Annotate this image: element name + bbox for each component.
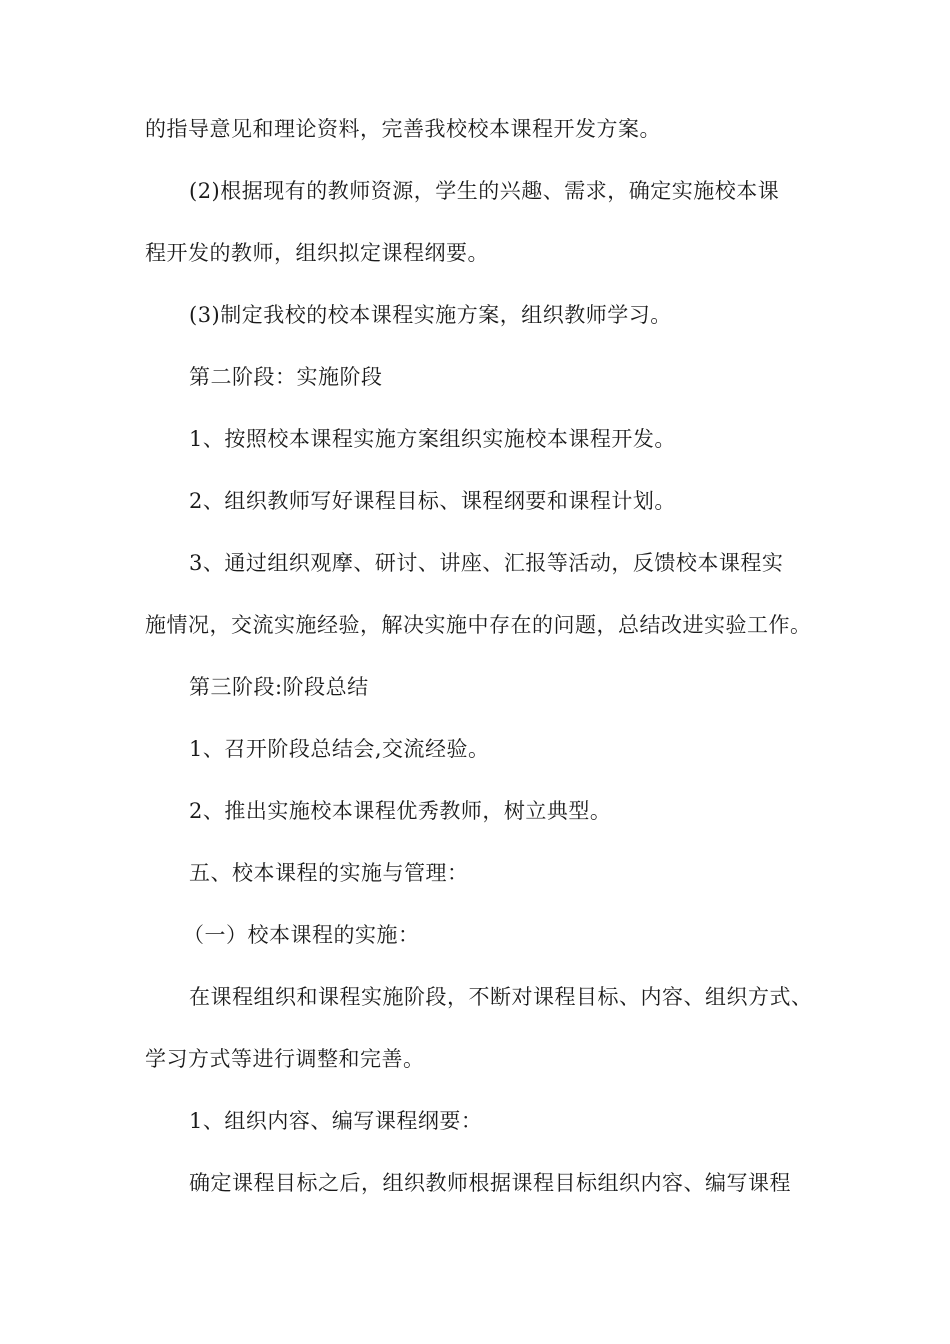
text-line-12: 2、推出实施校本课程优秀教师，树立典型。 [189, 799, 612, 823]
text-line-3: 程开发的教师，组织拟定课程纲要。 [145, 241, 489, 265]
text-line-1: 的指导意见和理论资料，完善我校校本课程开发方案。 [145, 117, 661, 141]
text-line-9: 施情况，交流实施经验，解决实施中存在的问题，总结改进实验工作。 [145, 613, 812, 637]
text-line-4: (3)制定我校的校本课程实施方案，组织教师学习。 [189, 303, 672, 327]
text-line-2: (2)根据现有的教师资源，学生的兴趣、需求，确定实施校本课 [189, 179, 780, 203]
text-line-16: 学习方式等进行调整和完善。 [145, 1047, 425, 1071]
section-heading-5: 五、校本课程的实施与管理： [189, 861, 469, 885]
text-line-7: 2、组织教师写好课程目标、课程纲要和课程计划。 [189, 489, 676, 513]
text-line-11: 1、召开阶段总结会,交流经验。 [189, 737, 490, 761]
text-line-8: 3、通过组织观摩、研讨、讲座、汇报等活动，反馈校本课程实 [189, 551, 784, 575]
text-line-15: 在课程组织和课程实施阶段，不断对课程目标、内容、组织方式、 [189, 985, 813, 1009]
text-line-17: 1、组织内容、编写课程纲要： [189, 1109, 483, 1133]
section-heading-stage-3: 第三阶段:阶段总结 [189, 675, 369, 699]
text-line-6: 1、按照校本课程实施方案组织实施校本课程开发。 [189, 427, 676, 451]
section-heading-stage-2: 第二阶段：实施阶段 [189, 365, 383, 389]
subsection-heading-1: （一）校本课程的实施： [183, 923, 420, 947]
text-line-18: 确定课程目标之后，组织教师根据课程目标组织内容、编写课程 [189, 1171, 791, 1195]
